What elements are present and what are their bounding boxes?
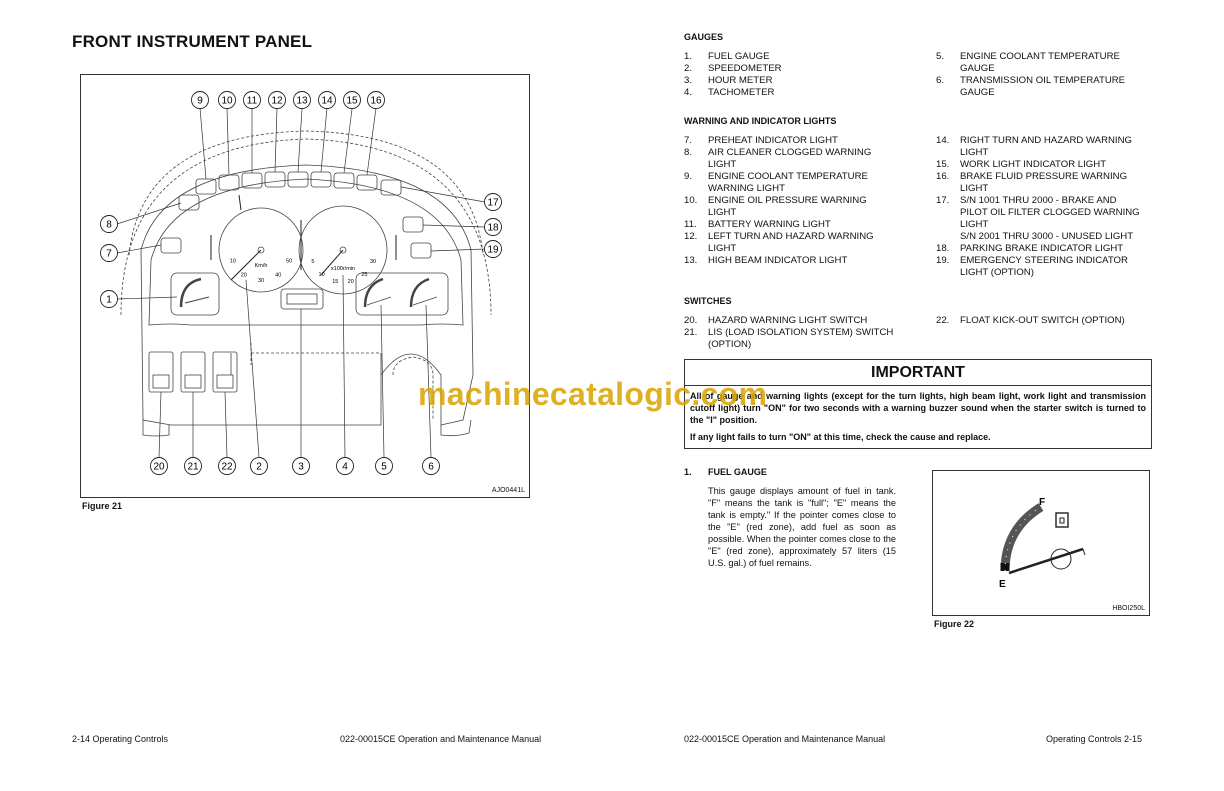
list-item [684, 327, 924, 351]
callout-14 [319, 92, 336, 109]
switches-heading: SWITCHES [684, 296, 732, 306]
svg-text:16: 16 [370, 95, 382, 107]
callout-1 [101, 291, 118, 308]
footer-right-manual-title: 022-00015CE Operation and Maintenance Manual [684, 734, 886, 744]
warning-lights-list-left [684, 135, 924, 267]
figure-22-caption: Figure 22 [934, 619, 975, 629]
fuel-gauge-drawing [933, 471, 1151, 617]
footer-right-page-number: Operating Controls 2-15 [1046, 734, 1143, 744]
list-item [684, 219, 924, 231]
important-text: All of gauge and warning lights (except for the turn lights, high beam light, work light and transmission cutoff light) turn "ON" for two seconds with a warning buzzer sound when the starter switch is turned to the "I" position. [690, 391, 1146, 425]
list-item-text: ENGINE COOLANT TEMPERATURE GAUGE [960, 51, 1120, 74]
svg-text:17: 17 [487, 197, 499, 209]
list-item-text: HIGH BEAM INDICATOR LIGHT [708, 255, 848, 266]
instrument-panel-drawing [81, 75, 531, 499]
list-item-number: 22. [936, 315, 950, 326]
callout-11 [244, 92, 261, 109]
svg-text:12: 12 [271, 95, 283, 107]
list-item-text: TRANSMISSION OIL TEMPERATURE GAUGE [960, 75, 1126, 98]
list-item-number: 4. [684, 87, 693, 98]
list-item-number: 18. [936, 243, 950, 254]
instrument-panel-figure [80, 74, 530, 498]
list-item-text: RIGHT TURN AND HAZARD WARNING LIGHT [960, 135, 1132, 158]
svg-text:4: 4 [342, 461, 348, 473]
tachometer-unit-label: x100r/min [330, 266, 356, 272]
callout-12 [269, 92, 286, 109]
svg-text:10: 10 [221, 95, 233, 107]
list-item-number: 17. [936, 195, 950, 206]
tachometer-tick-label: 10 [318, 271, 325, 278]
list-item-number: 15. [936, 159, 950, 170]
list-item-number: 10. [684, 195, 698, 206]
list-item-number: 7. [684, 135, 693, 146]
callout-10 [219, 92, 236, 109]
list-item-text: WORK LIGHT INDICATOR LIGHT [960, 159, 1107, 170]
callout-20 [151, 458, 168, 475]
footer-left-page-number: 2-14 Operating Controls [72, 734, 169, 744]
figure-22-code: HBOI250L [1112, 605, 1145, 612]
list-item-number: 6. [936, 75, 945, 86]
list-item-text: SPEEDOMETER [708, 63, 782, 74]
list-item [684, 87, 924, 99]
watermark: machinecatalogic.com [418, 376, 768, 412]
speedometer-tick-label: 10 [229, 258, 236, 265]
list-item-number: 20. [684, 315, 698, 326]
callout-21 [185, 458, 202, 475]
list-item-number: 9. [684, 171, 693, 182]
gauges-list-left [684, 51, 924, 99]
fuel-gauge-e-label: E [999, 579, 1006, 590]
callout-13 [294, 92, 311, 109]
warning-lights-heading: WARNING AND INDICATOR LIGHTS [684, 116, 837, 126]
tachometer-tick-label: 20 [347, 279, 354, 286]
callout-6 [423, 458, 440, 475]
fuel-gauge-figure [932, 470, 1150, 616]
callout-8 [101, 216, 118, 233]
list-item [684, 135, 924, 147]
speedometer-tick-label: 40 [275, 272, 282, 279]
list-item [936, 135, 1166, 159]
list-item-text: LEFT TURN AND HAZARD WARNING LIGHT [708, 231, 874, 254]
list-item-number: 3. [684, 75, 693, 86]
list-item [936, 243, 1166, 255]
list-item [684, 51, 924, 63]
callout-4 [337, 458, 354, 475]
callout-5 [376, 458, 393, 475]
speedometer-tick-label: 30 [257, 278, 265, 284]
footer-left-manual-title: 022-00015CE Operation and Maintenance Manual [340, 734, 542, 744]
list-item-number: 21. [684, 327, 698, 338]
list-item-text: EMERGENCY STEERING INDICATOR LIGHT (OPTION) [960, 255, 1128, 278]
callout-2 [251, 458, 268, 475]
list-item [684, 75, 924, 87]
svg-text:5: 5 [381, 461, 387, 473]
svg-text:2: 2 [256, 461, 262, 473]
svg-text:9: 9 [197, 95, 203, 107]
speedometer-tick-label: 50 [286, 258, 293, 265]
callout-22 [219, 458, 236, 475]
list-item-text: HAZARD WARNING LIGHT SWITCH [708, 315, 868, 326]
list-item [936, 159, 1166, 171]
speedometer-unit-label: Km/h [254, 263, 268, 269]
callout-16 [368, 92, 385, 109]
list-item-number: 14. [936, 135, 950, 146]
list-item-text: PARKING BRAKE INDICATOR LIGHT [960, 243, 1124, 254]
speedometer-tick-label: 20 [240, 272, 247, 279]
callout-18 [485, 219, 502, 236]
list-item-text: LIS (LOAD ISOLATION SYSTEM) SWITCH (OPTION) [708, 327, 894, 350]
list-item [936, 195, 1166, 243]
callout-19 [485, 241, 502, 258]
list-item-number: 13. [684, 255, 698, 266]
tachometer-tick-label: 25 [361, 271, 368, 278]
list-item-number: 2. [684, 63, 693, 74]
important-text-2: If any light fails to turn "ON" at this time, check the cause and replace. [690, 432, 991, 442]
list-item [684, 147, 924, 171]
svg-text:20: 20 [153, 461, 165, 473]
list-item-text: HOUR METER [708, 75, 773, 86]
svg-text:11: 11 [246, 95, 258, 107]
list-item [936, 315, 1166, 327]
switches-list-left [684, 315, 924, 351]
fuel-gauge-description: This gauge displays amount of fuel in tank. "F" means the tank is "full"; "E" means the tank is empty." If the pointer comes close to the "E" (red zone), add fuel as soon as possible. When the pointer comes close to the "E" (red zone), approximately 57 liters (15 U.S. gal.) of fuel remains. [708, 486, 896, 568]
callout-15 [344, 92, 361, 109]
list-item-number: 19. [936, 255, 950, 266]
list-item-number: 1. [684, 51, 693, 62]
svg-text:18: 18 [487, 222, 499, 234]
svg-text:14: 14 [321, 95, 333, 107]
list-item [684, 255, 924, 267]
figure-caption: Figure 21 [82, 501, 123, 511]
list-item-text: PREHEAT INDICATOR LIGHT [708, 135, 838, 146]
list-item-text: FLOAT KICK-OUT SWITCH (OPTION) [960, 315, 1125, 326]
list-item [936, 171, 1166, 195]
list-item-text: BRAKE FLUID PRESSURE WARNING LIGHT [960, 171, 1128, 194]
svg-text:7: 7 [106, 248, 112, 260]
svg-text:22: 22 [221, 461, 233, 473]
callout-7 [101, 245, 118, 262]
list-item-number: 16. [936, 171, 950, 182]
list-item-text: ENGINE COOLANT TEMPERATURE WARNING LIGHT [708, 171, 868, 194]
list-item [684, 63, 924, 75]
list-item [936, 51, 1166, 75]
list-item [684, 231, 924, 255]
svg-text:3: 3 [298, 461, 304, 473]
fuel-gauge-number: 1. [684, 467, 692, 477]
fuel-gauge-heading [684, 467, 767, 477]
svg-text:19: 19 [487, 244, 499, 256]
svg-text:15: 15 [346, 95, 358, 107]
fuel-gauge-title: FUEL GAUGE [708, 467, 767, 477]
list-item-text: FUEL GAUGE [708, 51, 770, 62]
svg-text:6: 6 [428, 461, 434, 473]
fuel-gauge-f-label: F [1039, 497, 1046, 508]
list-item-number: 8. [684, 147, 693, 158]
gauges-list-right [936, 51, 1166, 99]
svg-text:8: 8 [106, 219, 112, 231]
list-item-text: ENGINE OIL PRESSURE WARNING LIGHT [708, 195, 867, 218]
tachometer-tick-label: 30 [370, 258, 377, 265]
list-item-number: 12. [684, 231, 698, 242]
callout-3 [293, 458, 310, 475]
list-item [684, 171, 924, 195]
switches-list-right [936, 315, 1166, 327]
list-item-text: TACHOMETER [708, 87, 775, 98]
tachometer-tick-label: 15 [332, 279, 339, 286]
warning-lights-list-right [936, 135, 1166, 279]
svg-text:1: 1 [106, 294, 112, 306]
list-item-number: 11. [684, 219, 697, 230]
list-item-text: AIR CLEANER CLOGGED WARNING LIGHT [708, 147, 872, 170]
gauges-heading: GAUGES [684, 32, 724, 42]
list-item [936, 255, 1166, 279]
callout-17 [485, 194, 502, 211]
page-title: FRONT INSTRUMENT PANEL [72, 32, 313, 51]
list-item-text: BATTERY WARNING LIGHT [708, 219, 831, 230]
important-title: IMPORTANT [685, 360, 1151, 386]
list-item-number: 5. [936, 51, 945, 62]
callout-9 [192, 92, 209, 109]
list-item [684, 195, 924, 219]
tachometer-tick-label: 5 [311, 258, 315, 265]
svg-text:21: 21 [187, 461, 199, 473]
list-item [936, 75, 1166, 99]
figure-code: AJO0441L [491, 487, 525, 494]
list-item-text: S/N 1001 THRU 2000 - BRAKE AND PILOT OIL FILTER CLOGGED WARNING LIGHT S/N 2001 THRU 3000 - UNUSED LIGHT [960, 195, 1140, 242]
svg-text:13: 13 [296, 95, 308, 107]
list-item [684, 315, 924, 327]
